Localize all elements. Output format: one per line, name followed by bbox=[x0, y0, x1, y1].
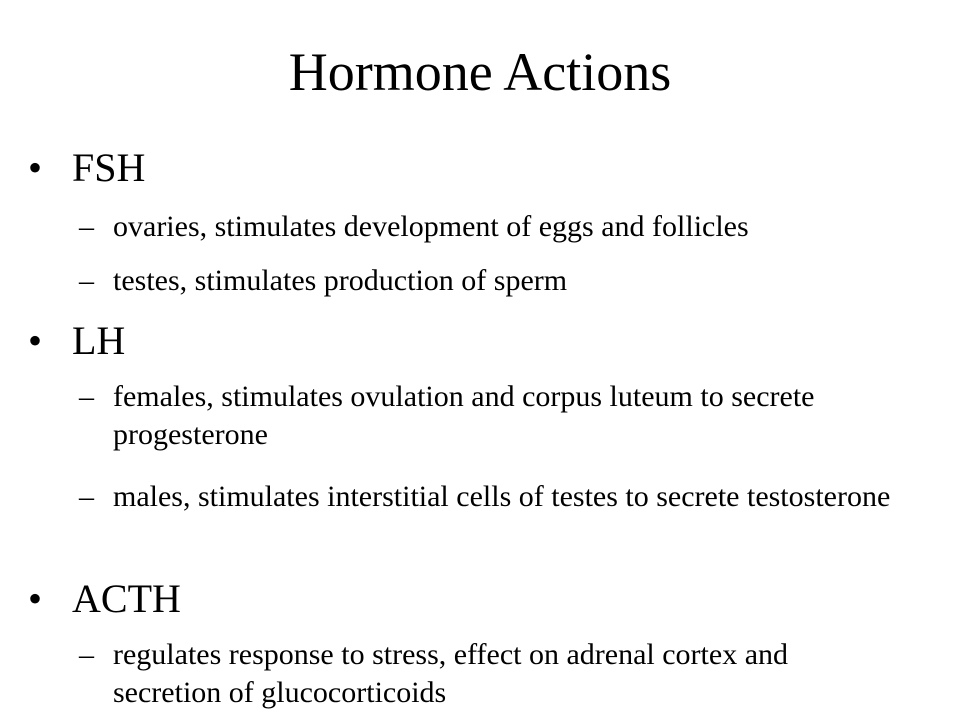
slide-title: Hormone Actions bbox=[288, 42, 672, 102]
bullet-marker: • bbox=[28, 318, 43, 363]
dash-marker: – bbox=[79, 638, 94, 671]
dash-marker: – bbox=[79, 210, 94, 243]
dash-marker: – bbox=[79, 380, 94, 413]
sub-item-text: males, stimulates interstitial cells of testes to secrete testosterone bbox=[113, 480, 891, 513]
sub-item-text: ovaries, stimulates development of eggs and follicles bbox=[113, 210, 749, 243]
sub-item-text: testes, stimulates production of sperm bbox=[113, 264, 568, 297]
bullet-marker: • bbox=[28, 145, 43, 190]
sub-item-text: regulates response to stress, effect on adrenal cortex and secretion of glucocorticoids bbox=[113, 638, 789, 709]
sub-item-text: females, stimulates ovulation and corpus luteum to secrete progesterone bbox=[113, 380, 815, 451]
dash-marker: – bbox=[79, 480, 94, 513]
bullet-label: ACTH bbox=[72, 576, 181, 621]
bullet-label: FSH bbox=[72, 145, 146, 190]
bullet-label: LH bbox=[72, 318, 126, 363]
dash-marker: – bbox=[79, 264, 94, 297]
bullet-marker: • bbox=[28, 576, 43, 621]
